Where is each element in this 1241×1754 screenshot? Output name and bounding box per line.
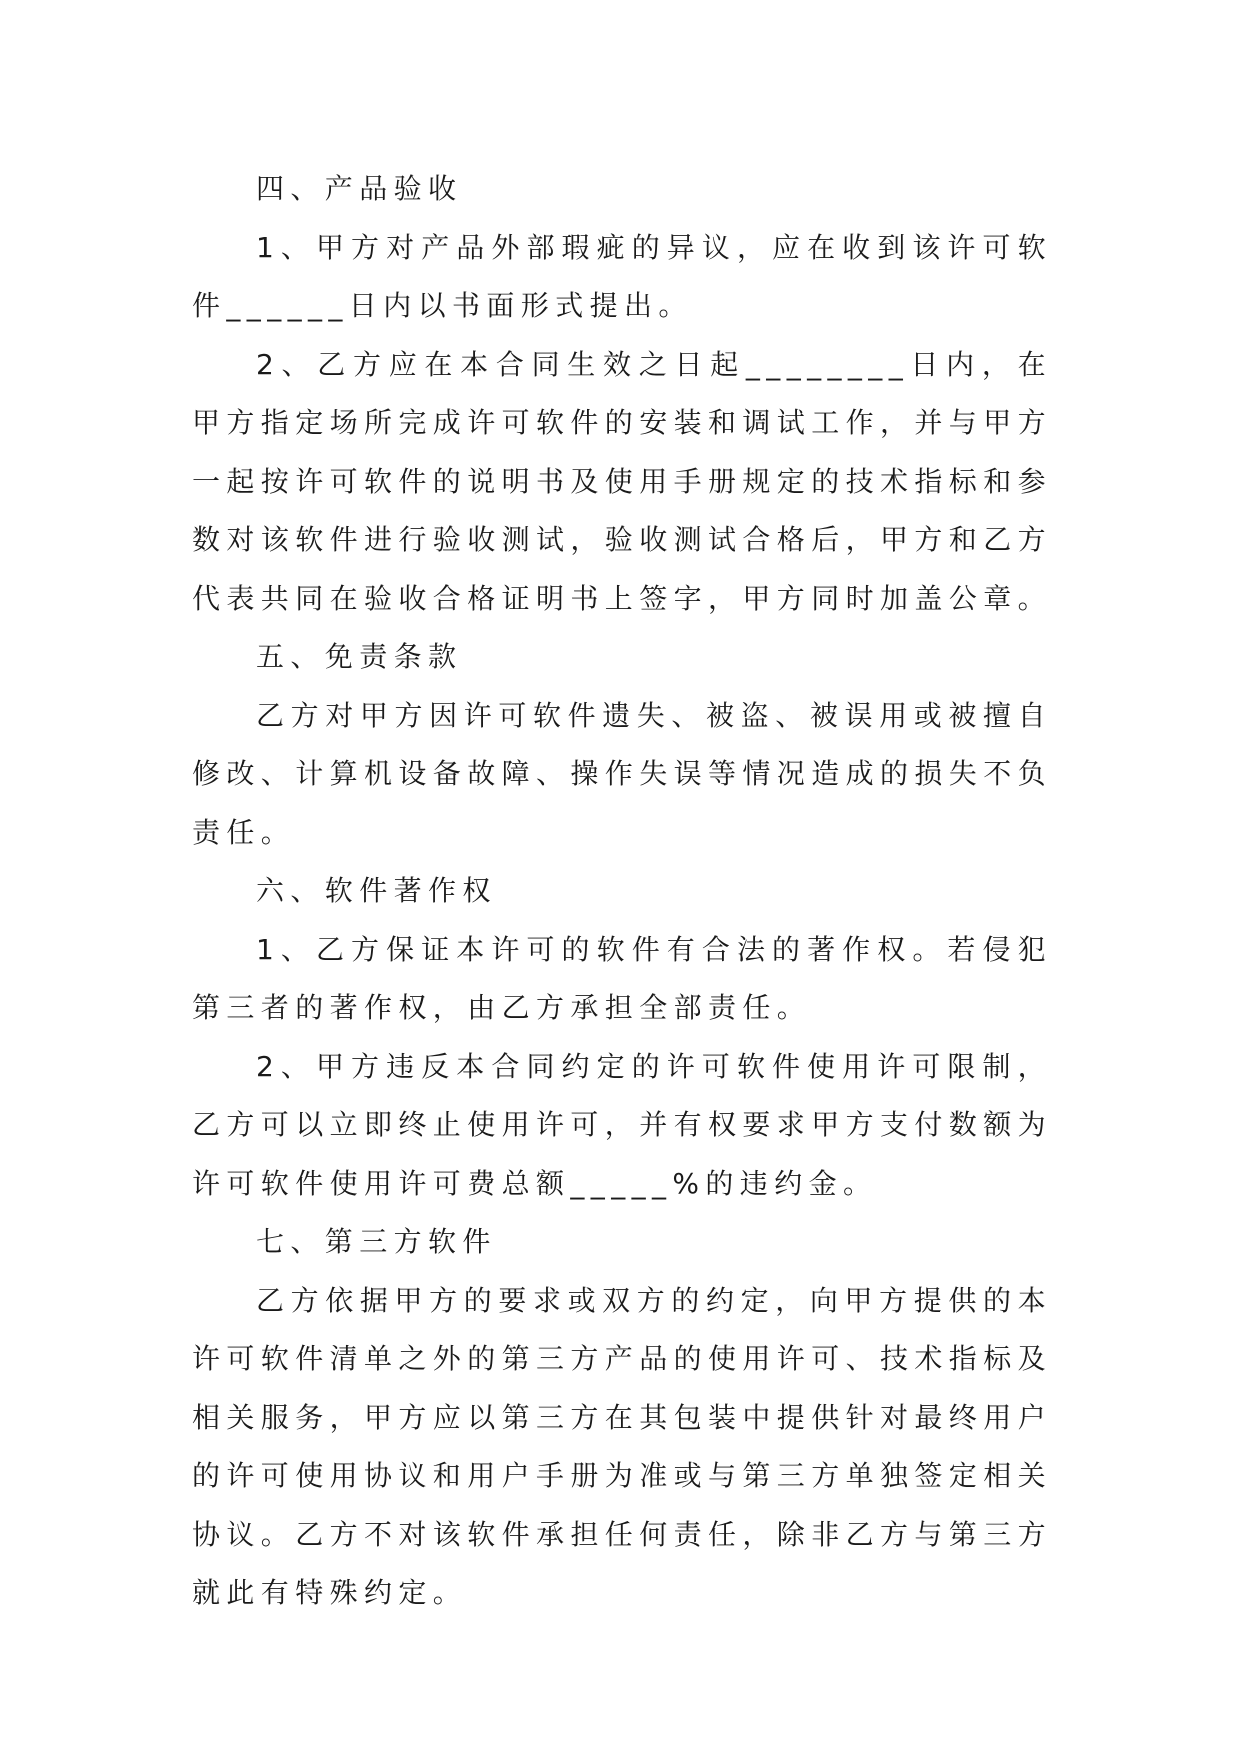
clause-installation-testing: 2、乙方应在本合同生效之日起________日内，在甲方指定场所完成许可软件的安装和调试工作，并与甲方一起按许可软件的说明书及使用手册规定的技术指标和参数对该软件进行验收测试，验收测试合格后，甲方和乙方代表共同在验收合格证明书上签字，甲方同时加盖公章。 xyxy=(192,347,1053,615)
clause-defect-objection: 1、甲方对产品外部瑕疵的异议，应在收到该许可软件______日内以书面形式提出。 xyxy=(192,230,1052,322)
section-heading-third-party-software: 七、第三方软件 xyxy=(256,1225,497,1258)
clause-disclaimer: 乙方对甲方因许可软件遗失、被盗、被误用或被擅自修改、计算机设备故障、操作失误等情况造成的损失不负责任。 xyxy=(192,698,1053,849)
section-heading-disclaimer: 五、免责条款 xyxy=(256,640,463,673)
document-body xyxy=(192,160,1052,1623)
clause-license-violation: 2、甲方违反本合同约定的许可软件使用许可限制，乙方可以立即终止使用许可，并有权要求甲方支付数额为许可软件使用许可费总额_____%的违约金。 xyxy=(192,1049,1053,1200)
clause-third-party-software: 乙方依据甲方的要求或双方的约定，向甲方提供的本许可软件清单之外的第三方产品的使用许可、技术指标及相关服务，甲方应以第三方在其包装中提供针对最终用户的许可使用协议和用户手册为准或与第三方单独签定相关协议。乙方不对该软件承担任何责任，除非乙方与第三方就此有特殊约定。 xyxy=(192,1283,1053,1609)
section-heading-product-acceptance: 四、产品验收 xyxy=(256,172,463,205)
section-heading-software-copyright: 六、软件著作权 xyxy=(256,874,497,907)
clause-copyright-guarantee: 1、乙方保证本许可的软件有合法的著作权。若侵犯第三者的著作权，由乙方承担全部责任。 xyxy=(192,932,1052,1024)
